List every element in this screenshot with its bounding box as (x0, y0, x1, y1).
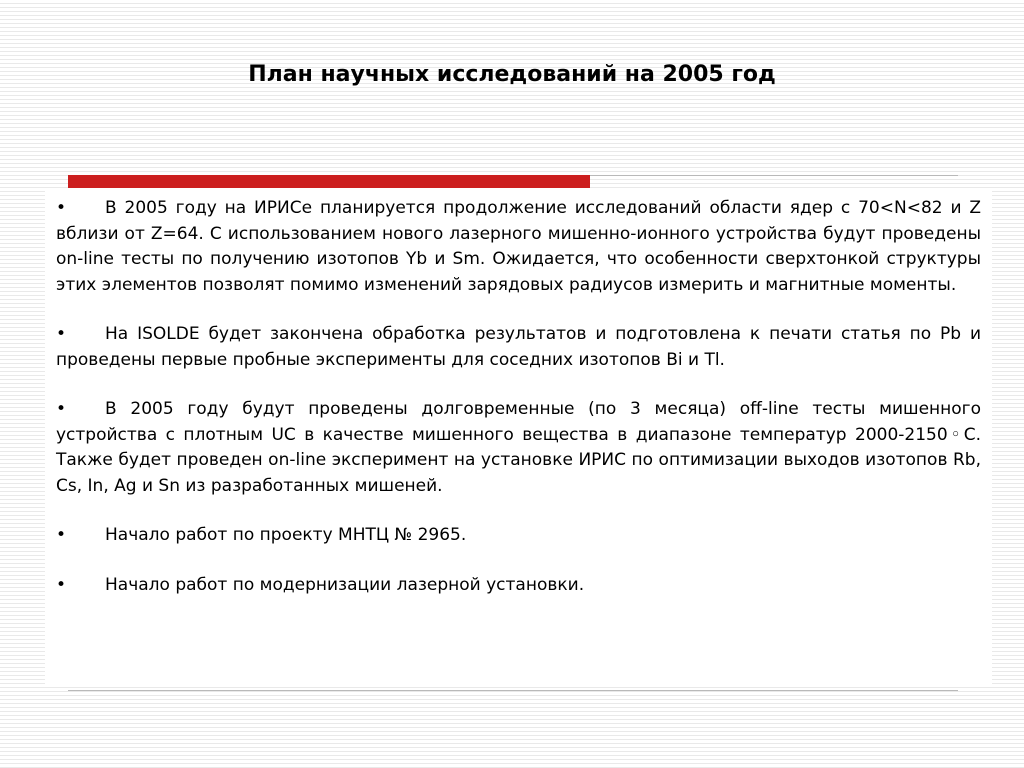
bullet-item-laser-upgrade (56, 573, 981, 599)
bullet-item-offline-tests (56, 397, 981, 499)
bullet-item-istc-project (56, 523, 981, 549)
title-divider-accent (68, 175, 590, 188)
bullet-text: В 2005 году будут проведены долговременные (по 3 месяца) off-line тесты мишенного устройства с плотным UC в качестве мишенного вещества в диапазоне температур 2000-2150◦C. Также будет проведен on-line эксперимент на установке ИРИС по оптимизации выходов изотопов Rb, Cs, In, Ag и Sn из разработанных мишеней. (56, 399, 981, 496)
bullet-icon: • (56, 525, 67, 545)
bullet-text: Начало работ по проекту МНТЦ № 2965. (105, 525, 467, 545)
bullet-text: В 2005 году на ИРИСе планируется продолжение исследований области ядер с 70<N<82 и Z вблизи от Z=64. С использованием нового лазерного мишенно-ионного устройства будут проведены on-line тесты по получению изотопов Yb и Sm. Ожидается, что особенности сверхтонкой структуры этих элементов позволят помимо изменений зарядовых радиусов измерить и магнитные моменты. (56, 198, 981, 295)
title-divider (68, 175, 958, 188)
bullet-list (56, 196, 981, 598)
content-area (45, 188, 992, 685)
slide-title: План научных исследований на 2005 год (248, 62, 776, 87)
bullet-item-iris-plan (56, 196, 981, 298)
bullet-icon: • (56, 198, 67, 218)
bottom-divider (68, 690, 958, 691)
bullet-icon: • (56, 324, 67, 344)
bullet-text: На ISOLDE будет закончена обработка результатов и подготовлена к печати статья по Pb и проведены первые пробные эксперименты для соседних изотопов Bi и Tl. (56, 324, 981, 370)
bullet-item-isolde (56, 322, 981, 373)
bullet-icon: • (56, 399, 67, 419)
title-divider-line (590, 175, 958, 176)
bullet-text: Начало работ по модернизации лазерной установки. (105, 574, 585, 595)
bullet-icon: • (56, 574, 67, 595)
